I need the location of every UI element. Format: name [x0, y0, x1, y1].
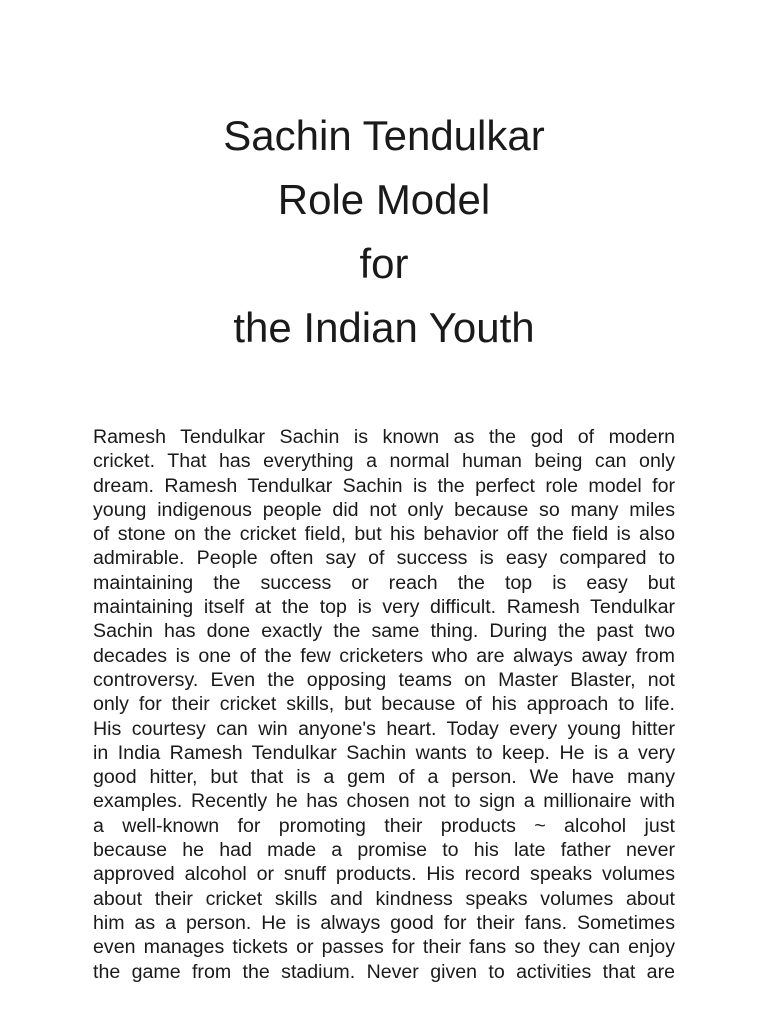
body-line: cricket. That has everything a normal human being can only — [93, 450, 675, 473]
body-line: of stone on the cricket field, but his behavior off the field is also — [93, 523, 675, 546]
title-line-3: for — [359, 240, 409, 287]
body-line: approved alcohol or snuff products. His record speaks volumes — [93, 863, 675, 886]
body-line: dream. Ramesh Tendulkar Sachin is the perfect role model for — [93, 474, 675, 497]
body-line: a well-known for promoting their products ~ alcohol just — [93, 814, 675, 837]
body-line: Sachin has done exactly the same thing. During the past two — [93, 620, 675, 643]
body-line: decades is one of the few cricketers who are always away from — [93, 644, 675, 667]
body-line: maintaining the success or reach the top is easy but — [93, 571, 675, 594]
body-line: controversy. Even the opposing teams on Master Blaster, not — [93, 668, 675, 691]
body-line: admirable. People often say of success is easy compared to — [93, 547, 675, 570]
body-line: in India Ramesh Tendulkar Sachin wants to keep. He is a very — [93, 741, 675, 764]
title-line-1: Sachin Tendulkar — [223, 112, 545, 159]
body-line: His courtesy can win anyone's heart. Today every young hitter — [93, 717, 675, 740]
document-title — [0, 104, 768, 360]
body-line: only for their cricket skills, but because of his approach to life. — [93, 693, 675, 716]
body-line: about their cricket skills and kindness speaks volumes about — [93, 887, 675, 910]
body-line: Ramesh Tendulkar Sachin is known as the god of modern — [93, 426, 675, 448]
title-line-2: Role Model — [277, 176, 491, 223]
body-paragraph — [93, 425, 675, 984]
body-line: good hitter, but that is a gem of a person. We have many — [93, 766, 675, 789]
body-line: because he had made a promise to his late father never — [93, 839, 675, 862]
body-line: the game from the stadium. Never given to activities that are — [93, 960, 675, 983]
body-line: him as a person. He is always good for their fans. Sometimes — [93, 911, 675, 934]
body-line: examples. Recently he has chosen not to sign a millionaire with — [93, 790, 675, 813]
body-line: maintaining itself at the top is very difficult. Ramesh Tendulkar — [93, 596, 675, 619]
title-line-4: the Indian Youth — [233, 304, 535, 351]
body-line: even manages tickets or passes for their fans so they can enjoy — [93, 936, 675, 959]
body-line: young indigenous people did not only because so many miles — [93, 498, 675, 521]
